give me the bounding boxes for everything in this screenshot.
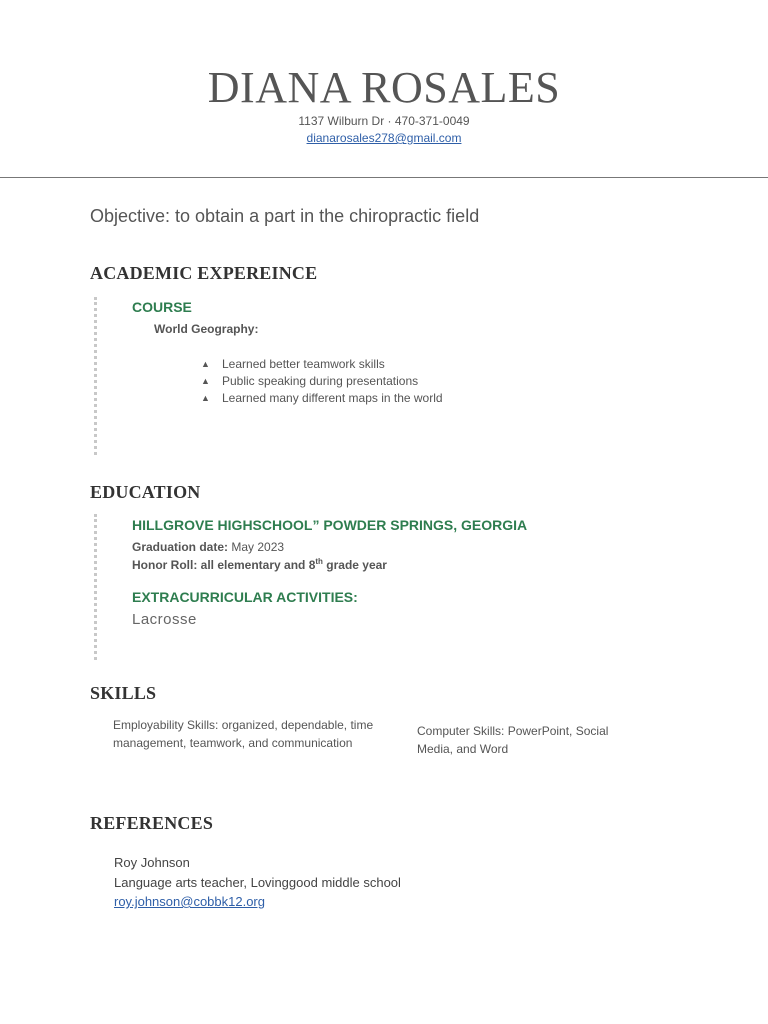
reference-name: Roy Johnson <box>114 855 190 870</box>
graduation-date <box>132 540 284 554</box>
section-heading-skills: SKILLS <box>90 683 157 703</box>
objective-text: Objective: to obtain a part in the chiropractic field <box>90 206 480 226</box>
bullet-icon: ▲ <box>201 376 210 386</box>
honor-roll <box>132 557 387 572</box>
honor-roll-label: Honor Roll: all elementary and 8 <box>132 558 316 572</box>
contact-address: 1137 Wilburn Dr · 470-371-0049 <box>298 114 470 128</box>
extracurricular-heading: EXTRACURRICULAR ACTIVITIES: <box>132 589 358 605</box>
list-item <box>201 357 385 371</box>
list-item <box>201 374 418 388</box>
honor-roll-sup: th <box>315 557 323 566</box>
course-name: World Geography: <box>154 322 259 336</box>
contact-email-line <box>0 131 768 145</box>
bullet-icon: ▲ <box>201 393 210 403</box>
section-heading-education: EDUCATION <box>90 482 201 502</box>
bullet-text: Learned better teamwork skills <box>222 357 385 371</box>
course-subheading: COURSE <box>132 299 192 315</box>
list-item <box>201 391 443 405</box>
extracurricular-value: Lacrosse <box>132 611 197 628</box>
reference-email-link[interactable]: roy.johnson@cobbk12.org <box>114 894 265 909</box>
reference-title: Language arts teacher, Lovinggood middle school <box>114 875 401 890</box>
contact-email-link[interactable]: dianarosales278@gmail.com <box>306 131 462 145</box>
section-dotted-rule <box>94 514 97 660</box>
section-dotted-rule <box>94 297 97 455</box>
graduation-value: May 2023 <box>231 540 285 554</box>
school-name: HILLGROVE HIGHSCHOOL” POWDER SPRINGS, GEORGIA <box>132 517 528 533</box>
bullet-icon: ▲ <box>201 359 210 369</box>
employability-skills: Employability Skills: organized, dependable, time management, teamwork, and communication <box>113 718 374 750</box>
honor-roll-rest: grade year <box>322 558 387 572</box>
bullet-text: Public speaking during presentations <box>222 374 419 388</box>
header-divider <box>0 177 768 178</box>
computer-skills: Computer Skills: PowerPoint, Social Media, and Word <box>417 724 609 756</box>
graduation-label: Graduation date: <box>132 540 229 554</box>
section-heading-academic: ACADEMIC EXPEREINCE <box>90 263 318 283</box>
bullet-text: Learned many different maps in the world <box>222 391 443 405</box>
section-heading-references: REFERENCES <box>90 813 214 833</box>
resume-name: DIANA ROSALES <box>207 63 561 112</box>
